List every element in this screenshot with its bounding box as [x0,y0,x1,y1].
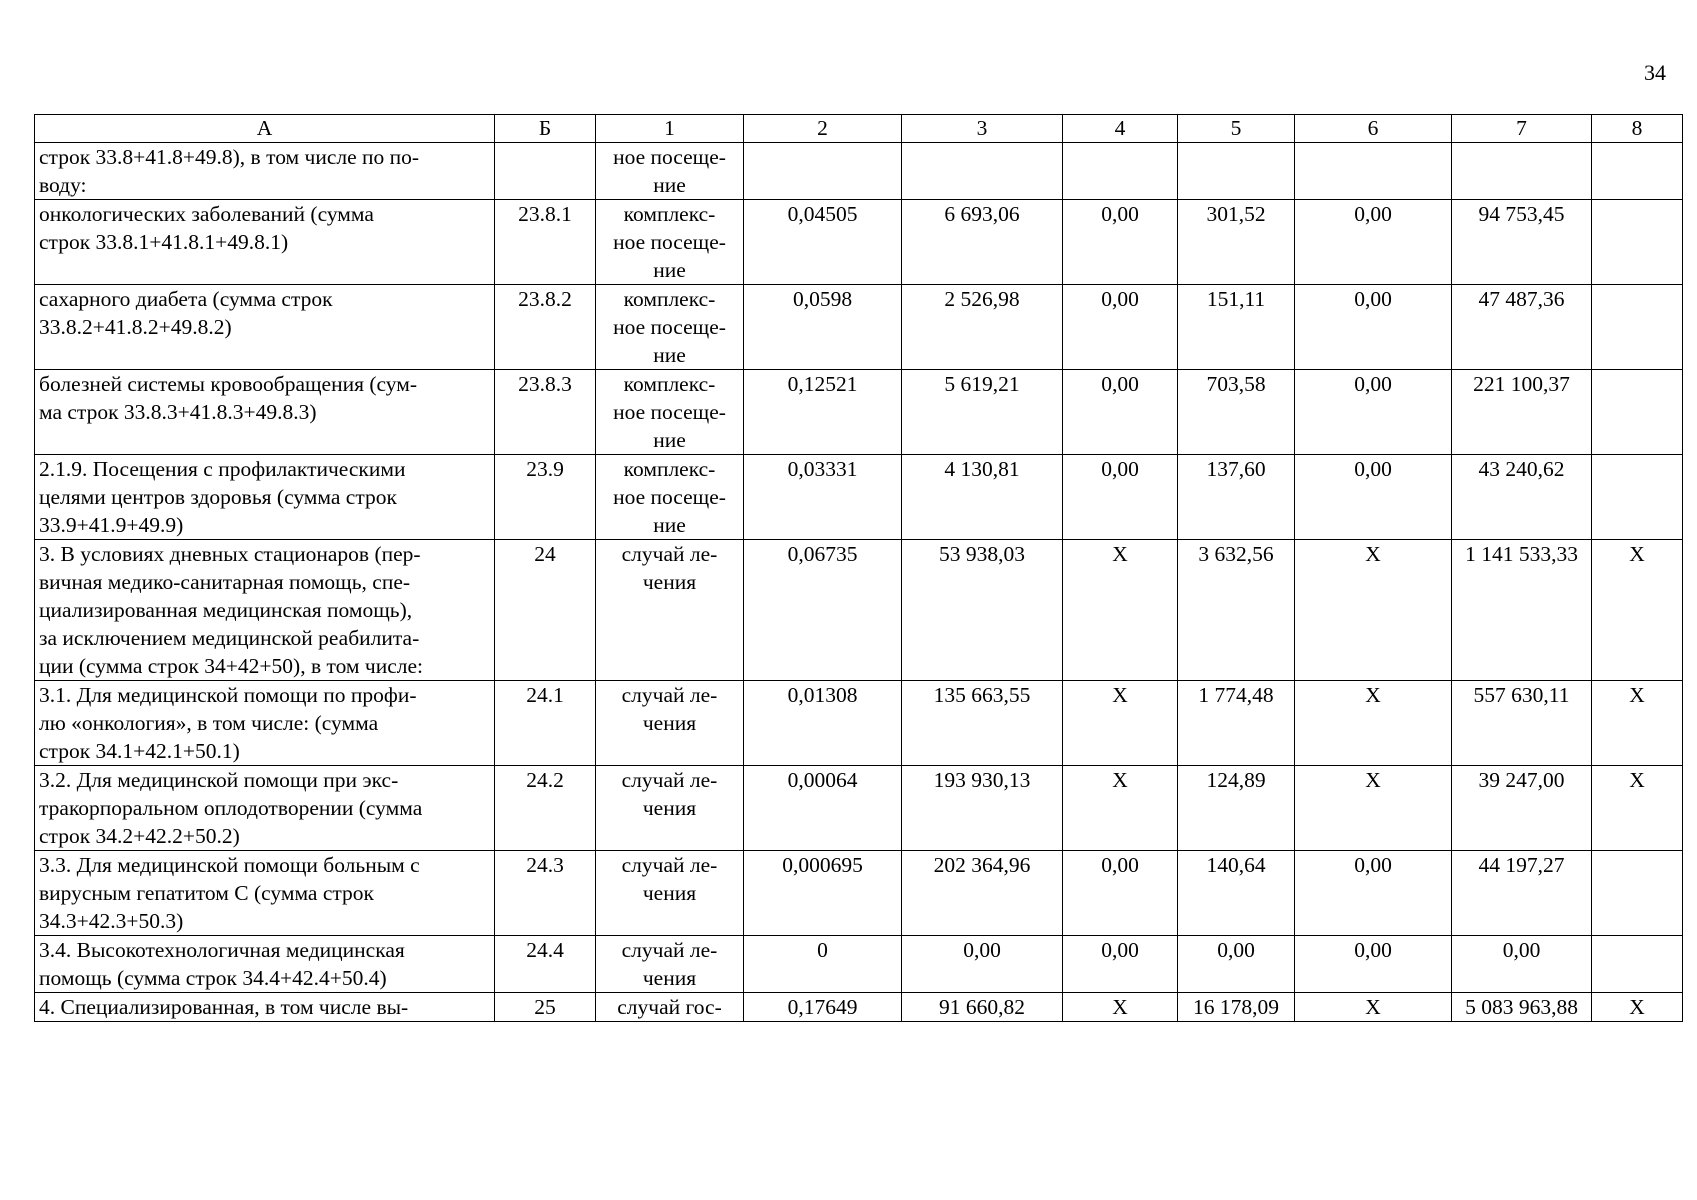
cell-col-8 [1592,936,1683,993]
table-row [35,285,1683,370]
row-code: 23.9 [495,455,596,540]
cell-col-4: 0,00 [1063,936,1178,993]
cell-col-3: 2 526,98 [902,285,1063,370]
table-row [35,370,1683,455]
cell-col-4: 0,00 [1063,851,1178,936]
cell-col-2: 0,01308 [744,681,902,766]
cell-col-5: 0,00 [1178,936,1295,993]
table-row [35,681,1683,766]
page-number: 34 [1644,60,1666,85]
cell-col-7: 5 083 963,88 [1452,993,1592,1022]
cell-col-2: 0,17649 [744,993,902,1022]
table-row [35,936,1683,993]
cell-col-3: 4 130,81 [902,455,1063,540]
column-header: 2 [744,115,902,143]
cell-col-8 [1592,200,1683,285]
row-unit: ное посеще- ние [596,143,744,200]
cell-col-4: 0,00 [1063,455,1178,540]
row-description: онкологических заболеваний (сумма строк 33.8.1+41.8.1+49.8.1) [35,200,495,285]
cell-col-2: 0,03331 [744,455,902,540]
cell-col-8 [1592,285,1683,370]
row-unit: случай ле- чения [596,766,744,851]
cell-col-6: 0,00 [1295,200,1452,285]
row-unit: случай гос- [596,993,744,1022]
cell-col-7: 39 247,00 [1452,766,1592,851]
cell-col-2: 0,06735 [744,540,902,681]
cell-col-7 [1452,143,1592,200]
cell-col-3: 6 693,06 [902,200,1063,285]
cell-col-4: X [1063,540,1178,681]
cell-col-4: X [1063,766,1178,851]
cell-col-2 [744,143,902,200]
row-code: 25 [495,993,596,1022]
cell-col-8 [1592,370,1683,455]
column-header: 7 [1452,115,1592,143]
table-row [35,851,1683,936]
row-code [495,143,596,200]
cell-col-4: 0,00 [1063,285,1178,370]
cell-col-5: 124,89 [1178,766,1295,851]
column-header: 6 [1295,115,1452,143]
cell-col-6 [1295,143,1452,200]
row-description: 3.4. Высокотехнологичная медицинская помощь (сумма строк 34.4+42.4+50.4) [35,936,495,993]
row-description: строк 33.8+41.8+49.8), в том числе по по- воду: [35,143,495,200]
table-row [35,455,1683,540]
cell-col-3: 53 938,03 [902,540,1063,681]
row-unit: случай ле- чения [596,936,744,993]
cell-col-3: 0,00 [902,936,1063,993]
row-description: 3.2. Для медицинской помощи при экс- тракорпоральном оплодотворении (сумма строк 34.2+42.2+50.2) [35,766,495,851]
row-unit: случай ле- чения [596,681,744,766]
row-code: 24 [495,540,596,681]
table-row [35,143,1683,200]
cell-col-4: 0,00 [1063,200,1178,285]
row-description: болезней системы кровообращения (сум- ма строк 33.8.3+41.8.3+49.8.3) [35,370,495,455]
row-unit: комплекс- ное посеще- ние [596,200,744,285]
cell-col-6: 0,00 [1295,936,1452,993]
column-header: А [35,115,495,143]
cell-col-6: X [1295,993,1452,1022]
cell-col-3 [902,143,1063,200]
cell-col-3: 135 663,55 [902,681,1063,766]
cell-col-3: 193 930,13 [902,766,1063,851]
column-header: 8 [1592,115,1683,143]
cell-col-7: 47 487,36 [1452,285,1592,370]
row-code: 23.8.1 [495,200,596,285]
row-code: 23.8.3 [495,370,596,455]
cell-col-2: 0,0598 [744,285,902,370]
row-code: 24.1 [495,681,596,766]
cell-col-5: 140,64 [1178,851,1295,936]
row-unit: комплекс- ное посеще- ние [596,455,744,540]
cell-col-2: 0 [744,936,902,993]
row-description: 2.1.9. Посещения с профилактическими целями центров здоровья (сумма строк 33.9+41.9+49.9) [35,455,495,540]
table-row [35,766,1683,851]
row-description: 3.3. Для медицинской помощи больным с вирусным гепатитом С (сумма строк 34.3+42.3+50.3) [35,851,495,936]
cell-col-3: 202 364,96 [902,851,1063,936]
column-header: 3 [902,115,1063,143]
cell-col-5: 1 774,48 [1178,681,1295,766]
row-description: 3. В условиях дневных стационаров (пер- вичная медико-санитарная помощь, спе- циализированная медицинская помощь), за исключением медицинской реабилита- ции (сумма строк 34+42+50), в том числе: [35,540,495,681]
cell-col-6: 0,00 [1295,455,1452,540]
row-description: 3.1. Для медицинской помощи по профи- лю «онкология», в том числе: (сумма строк 34.1+42.1+50.1) [35,681,495,766]
cell-col-2: 0,000695 [744,851,902,936]
cell-col-5 [1178,143,1295,200]
cell-col-4: 0,00 [1063,370,1178,455]
cell-col-2: 0,12521 [744,370,902,455]
row-description: сахарного диабета (сумма строк 33.8.2+41.8.2+49.8.2) [35,285,495,370]
row-unit: комплекс- ное посеще- ние [596,370,744,455]
cell-col-8 [1592,143,1683,200]
cell-col-5: 137,60 [1178,455,1295,540]
cell-col-2: 0,04505 [744,200,902,285]
table-row [35,993,1683,1022]
header-row [35,115,1683,143]
cell-col-5: 703,58 [1178,370,1295,455]
table-row [35,540,1683,681]
cell-col-5: 301,52 [1178,200,1295,285]
cell-col-6: 0,00 [1295,370,1452,455]
cell-col-3: 91 660,82 [902,993,1063,1022]
cell-col-8 [1592,455,1683,540]
cell-col-7: 43 240,62 [1452,455,1592,540]
cell-col-8: X [1592,540,1683,681]
row-code: 24.3 [495,851,596,936]
cell-col-7: 557 630,11 [1452,681,1592,766]
cell-col-5: 16 178,09 [1178,993,1295,1022]
cell-col-6: X [1295,766,1452,851]
cell-col-7: 221 100,37 [1452,370,1592,455]
cell-col-8: X [1592,681,1683,766]
row-code: 24.2 [495,766,596,851]
row-unit: комплекс- ное посеще- ние [596,285,744,370]
cell-col-7: 94 753,45 [1452,200,1592,285]
cell-col-6: 0,00 [1295,851,1452,936]
cell-col-8: X [1592,766,1683,851]
row-code: 23.8.2 [495,285,596,370]
cell-col-2: 0,00064 [744,766,902,851]
cell-col-5: 3 632,56 [1178,540,1295,681]
row-unit: случай ле- чения [596,540,744,681]
cell-col-7: 1 141 533,33 [1452,540,1592,681]
cell-col-4: X [1063,993,1178,1022]
cell-col-3: 5 619,21 [902,370,1063,455]
data-table [34,114,1683,1022]
table-row [35,200,1683,285]
cell-col-5: 151,11 [1178,285,1295,370]
row-code: 24.4 [495,936,596,993]
column-header: Б [495,115,596,143]
cell-col-7: 0,00 [1452,936,1592,993]
cell-col-8 [1592,851,1683,936]
column-header: 4 [1063,115,1178,143]
row-description: 4. Специализированная, в том числе вы- [35,993,495,1022]
cell-col-8: X [1592,993,1683,1022]
cell-col-4: X [1063,681,1178,766]
row-unit: случай ле- чения [596,851,744,936]
cell-col-6: 0,00 [1295,285,1452,370]
column-header: 1 [596,115,744,143]
cell-col-6: X [1295,540,1452,681]
cell-col-4 [1063,143,1178,200]
column-header: 5 [1178,115,1295,143]
cell-col-6: X [1295,681,1452,766]
cell-col-7: 44 197,27 [1452,851,1592,936]
